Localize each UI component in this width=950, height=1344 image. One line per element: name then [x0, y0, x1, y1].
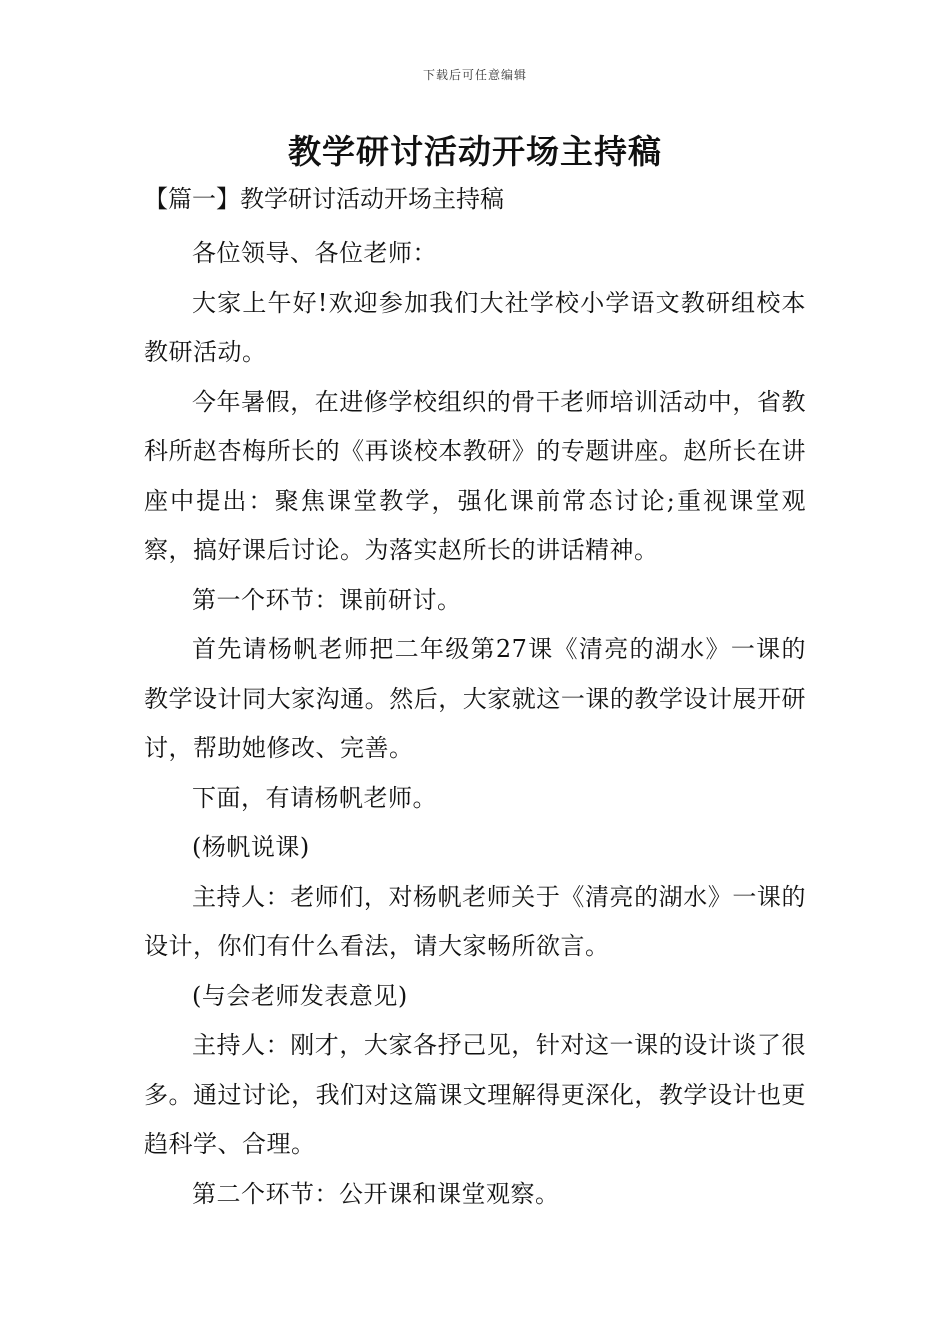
- paragraph-background: 今年暑假，在进修学校组织的骨干老师培训活动中，省教科所赵杏梅所长的《再谈校本教研》的专题讲座。赵所长在讲座中提出：聚焦课堂教学，强化课前常态讨论;重视课堂观察，搞好课后讨论。为落实赵所长的讲话精神。: [144, 387, 806, 564]
- header-note: 下载后可任意编辑: [422, 68, 527, 82]
- paragraph-step-two: 第二个环节：公开课和课堂观察。: [192, 1179, 560, 1208]
- paragraph-greeting: 各位领导、各位老师：: [192, 239, 437, 267]
- document-title: 教学研讨活动开场主持稿: [288, 132, 662, 171]
- section-heading: 【篇一】教学研讨活动开场主持稿: [144, 185, 504, 213]
- paragraph-host-summary: 主持人：刚才，大家各抒己见，针对这一课的设计谈了很多。通过讨论，我们对这篇课文理解得更深化，教学设计也更趋科学、合理。: [144, 1031, 806, 1158]
- paragraph-stage-note-opinions: (与会老师发表意见): [192, 981, 408, 1010]
- paragraph-lesson-intro: 首先请杨帆老师把二年级第27课《清亮的湖水》一课的教学设计同大家沟通。然后，大家就这一课的教学设计展开研讨，帮助她修改、完善。: [144, 635, 806, 762]
- document-body: [144, 229, 806, 1219]
- paragraph-welcome: 大家上午好!欢迎参加我们大社学校小学语文教研组校本教研活动。: [144, 288, 806, 366]
- paragraph-stage-note-talk: (杨帆说课): [192, 833, 310, 861]
- paragraph-host-question: 主持人：老师们，对杨帆老师关于《清亮的湖水》一课的设计，你们有什么看法，请大家畅所欲言。: [144, 882, 806, 960]
- paragraph-step-one: 第一个环节：课前研讨。: [192, 585, 462, 614]
- paragraph-invite-speaker: 下面，有请杨帆老师。: [192, 783, 437, 812]
